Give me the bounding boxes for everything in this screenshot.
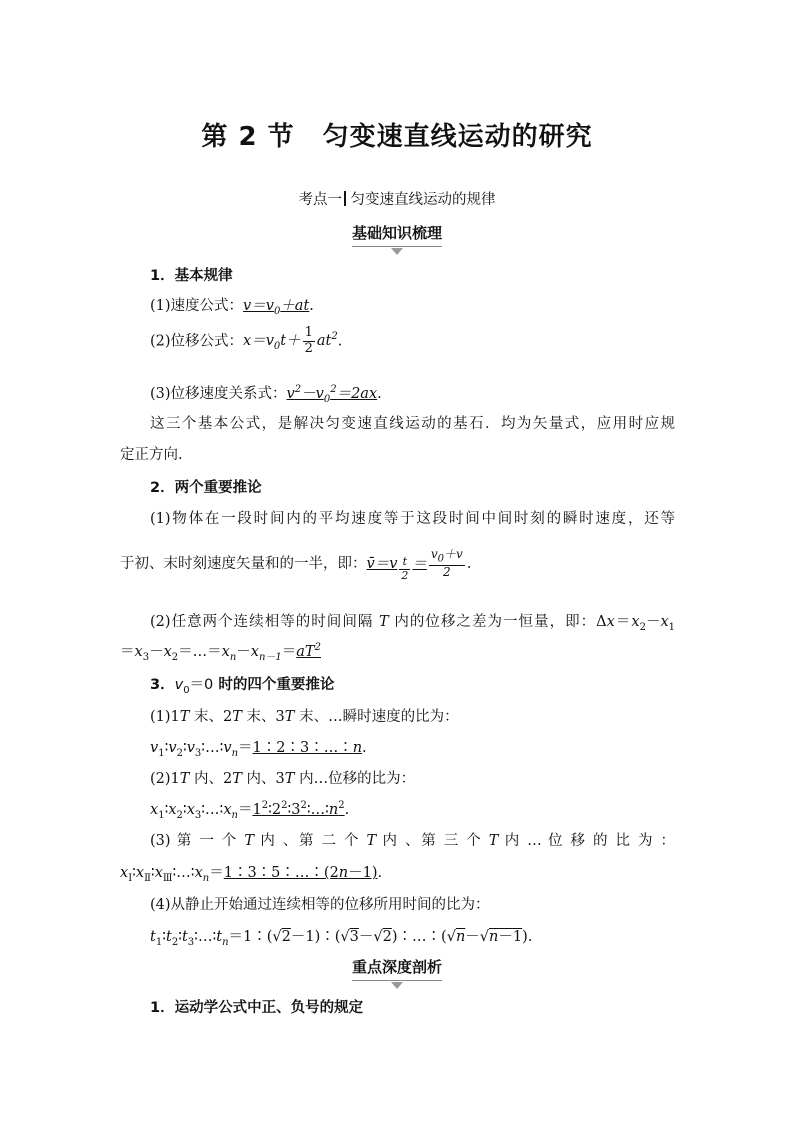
displacement-formula-label: (2)位移公式： [150, 333, 244, 350]
velocity-formula: $v=v_0+at$ [243, 298, 310, 317]
banner-basic-label: 基础知识梳理 [351, 224, 442, 242]
inference1-line-1: (1)物体在一段时间内的平均速度等于这段时间中间时刻的瞬时速度，还等 [150, 511, 675, 527]
section3-heading: 3．$v_0=0$ 时的四个重要推论 [150, 677, 335, 696]
inference2-line-1: (2)任意两个连续相等的时间间隔 T 内的位移之差为一恒量，即：$\Delta x=x_2-x_1$ [150, 614, 676, 633]
ratio3-label: (3) 第 一 个 T 内 、第 二 个 T 内 、第 三 个 T 内 … 位 移 的 比 为 ： [150, 833, 676, 849]
inference1-line-2: 于初、末时刻速度矢量和的一半，即：v̄＝v $_{\frac{t}{2}}$ ＝ $\frac{v_0+v}{2}$ . [120, 547, 472, 582]
kaodian-divider [344, 191, 346, 206]
kaodian-heading [0, 188, 794, 209]
kaodian-name: 匀变速直线运动的规律 [350, 192, 496, 208]
banner-arrow-icon [391, 248, 403, 255]
velocity-displacement-label: (3)位移速度关系式： [150, 386, 287, 402]
inference2-result: $aT^2$ [296, 642, 321, 660]
inference1-prefix: 于初、末时刻速度矢量和的一半，即： [120, 555, 367, 572]
ratio4-label: (4)从静止开始通过连续相等的位移所用时间的比为： [150, 897, 490, 913]
velocity-formula-label: (1)速度公式： [150, 298, 244, 314]
note-line-2: 定正方向. [120, 447, 183, 463]
banner-basic [0, 222, 794, 247]
velocity-displacement-formula: $v^2-v_0^2=2ax$ [286, 384, 378, 405]
displacement-formula: $x=v_0t+$ $\frac{1}{2}$ $at^2$ [243, 325, 338, 356]
ratio2-formula: $x_1∶x_2∶x_3∶\dots∶x_n=1^2∶2^2∶3^2∶\dots∶n^2$. [150, 800, 350, 821]
banner-arrow-icon [391, 982, 403, 989]
section2-heading: 2．两个重要推论 [150, 480, 262, 496]
kaodian-tag: 考点一 [298, 192, 342, 208]
banner-deep-label: 重点深度剖析 [351, 958, 442, 976]
velocity-displacement-line: (3)位移速度关系式：$v^2-v_0^2=2ax$. [150, 384, 382, 405]
ratio1-label: (1)1T 末、2T 末、3T 末、…瞬时速度的比为： [150, 709, 459, 725]
note-line-1: 这三个基本公式，是解决匀变速直线运动的基石．均为矢量式，应用时应规 [150, 416, 675, 432]
title-name: 匀变速直线运动的研究 [322, 122, 593, 152]
inference2-line-2: $=x_3-x_2=\dots=x_n-x_{n-1}=aT^2$ [120, 642, 321, 663]
displacement-formula-line: (2)位移公式：$x=v_0t+$ $\frac{1}{2}$ $at^2$. [150, 325, 343, 356]
banner-deep [0, 956, 794, 981]
title-chapter: 第 2 节 [201, 122, 295, 152]
average-velocity-formula: v̄＝v $_{\frac{t}{2}}$ ＝ $\frac{v_0+v}{2}$ [366, 547, 463, 582]
ratio2-label: (2)1T 内、2T 内、3T 内…位移的比为： [150, 771, 416, 787]
ratio3-formula: $x_Ⅰ∶x_Ⅱ∶x_Ⅲ∶\dots∶x_n=1∶3∶5∶\dots∶(2n-1)$. [120, 865, 383, 884]
ratio1-formula: $v_1∶v_2∶v_3∶\dots∶v_n=1∶2∶3∶\dots∶n$. [150, 740, 367, 759]
page-title [0, 116, 794, 153]
section4-heading: 1．运动学公式中正、负号的规定 [150, 1000, 364, 1016]
ratio4-formula: $t_1∶t_2∶t_3∶\dots∶t_n=1∶(√2-1)∶(√3-√2)∶\dots∶(√n-√n-1)$. [150, 929, 533, 948]
velocity-formula-line: (1)速度公式：$v=v_0+at$. [150, 298, 314, 317]
section1-heading: 1．基本规律 [150, 268, 233, 284]
